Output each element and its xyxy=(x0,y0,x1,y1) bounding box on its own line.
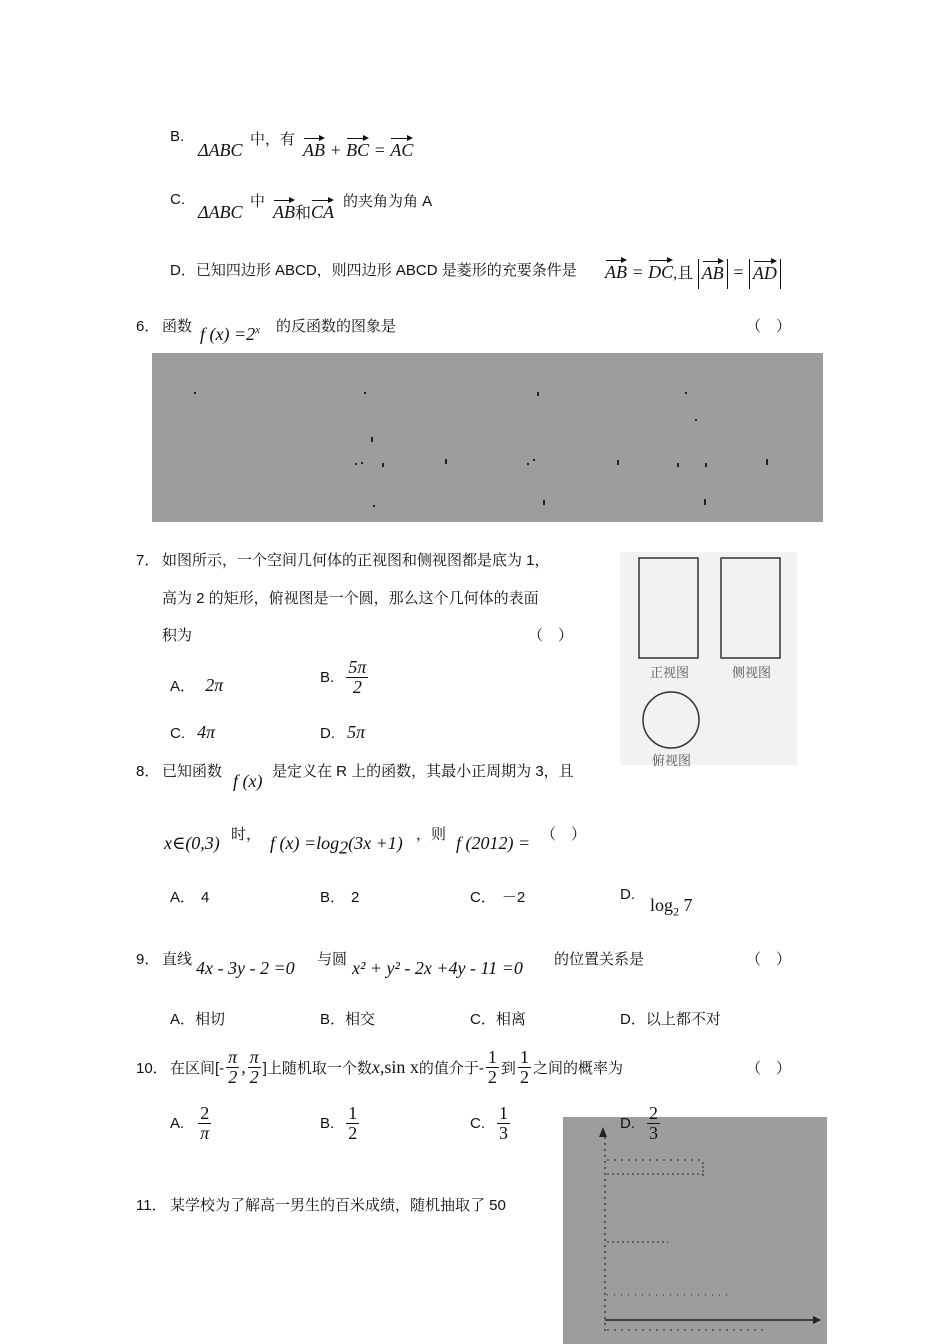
q9-option-c: C．相离 xyxy=(470,1011,526,1028)
q6-answer-paren: （ ） xyxy=(746,318,792,335)
q10-answer-paren: （ ） xyxy=(746,1060,792,1077)
q7-number: 7． xyxy=(136,552,160,569)
q5-b-vector-equation: AB + BC = AC xyxy=(303,136,413,161)
q10-option-a: A. $\frac{2}{\pi}$ xyxy=(170,1103,210,1143)
q9-circle-equation: x² + y² - 2x +4y - 11 =0 xyxy=(352,958,523,978)
q5-d-text: 已知四边形 ABCD，则四边形 ABCD 是菱形的充要条件是 xyxy=(195,262,577,279)
q5-b-text: 中，有 xyxy=(250,131,296,148)
vector-bc: BC xyxy=(346,136,369,161)
q6-function: f $(x) =2^x$ xyxy=(200,324,261,344)
q6-text2: 的反函数的图象是 xyxy=(276,318,397,335)
q9-text3: 的位置关系是 xyxy=(554,951,645,968)
q10-number: 10． xyxy=(136,1060,168,1077)
q9-text1: 直线 xyxy=(162,951,193,968)
q5-c-triangle: ΔABC xyxy=(198,202,243,222)
q5-c-text1: 中 xyxy=(250,193,266,210)
q9-option-a: A．相切 xyxy=(170,1011,226,1028)
side-view-label: 侧视图 xyxy=(732,665,772,680)
vector-dc: DC xyxy=(648,258,673,283)
q8-option-c: C． －2 xyxy=(470,889,526,906)
vector-ab: AB xyxy=(273,198,295,223)
q7-option-d: D. 5π xyxy=(320,722,366,742)
q7-answer-paren: （ ） xyxy=(528,627,574,644)
q8-text1: 已知函数 xyxy=(162,763,223,780)
q9-text2: 与圆 xyxy=(317,951,348,968)
q8-number: 8． xyxy=(136,763,160,780)
q8-option-d: D. xyxy=(620,886,635,903)
q8-text3: 时， xyxy=(231,826,262,843)
q8-fx: f (x) xyxy=(233,771,263,791)
q7-three-view-figure xyxy=(620,552,797,768)
q7-line2: 高为 2 的矩形，俯视图是一个圆，那么这个几何体的表面 xyxy=(162,590,539,607)
front-view-label: 正视图 xyxy=(650,665,690,680)
q7-option-b: B. $\frac{5\pi}{2}$ xyxy=(320,657,367,697)
vector-ac: AC xyxy=(390,136,413,161)
q7-line3: 积为 xyxy=(162,627,193,644)
q5-c-text2: 的夹角为角 A xyxy=(343,193,433,210)
q8-condition: x∈(0,3) xyxy=(164,833,220,853)
top-view-label: 俯视图 xyxy=(652,753,692,768)
option-label: B. xyxy=(170,128,185,145)
q7-line1: 如图所示，一个空间几何体的正视图和侧视图都是底为 1， xyxy=(162,552,550,569)
q6-text1: 函数 xyxy=(162,318,193,335)
q11-text: 某学校为了解高一男生的百米成绩，随机抽取了 50 xyxy=(170,1197,506,1214)
vector-ab: AB xyxy=(303,136,325,161)
q7-option-c: C. 4π xyxy=(170,722,216,742)
q5-d-condition: AB = DC,且 AB = AD xyxy=(605,258,781,289)
q11-number: 11． xyxy=(136,1197,167,1214)
q8-option-a: A． 4 xyxy=(170,889,210,906)
q5-c-vectors: AB和CA xyxy=(273,198,334,223)
three-view-drawing xyxy=(620,552,797,765)
q9-answer-paren: （ ） xyxy=(746,951,792,968)
q10-option-b: B. $\frac{1}{2}$ xyxy=(320,1103,358,1143)
q8-ask: f (2012) = xyxy=(456,833,531,853)
q10-stem: 在区间[- $\frac{\pi}{2}$ , $\frac{\pi}{2}$ ]上随机取一个数 x, sin x 的值介于- $\frac{1}{2}$ 到 $\frac{1}{2}$ 之间的概率为 xyxy=(170,1046,623,1087)
abs-vector-ab: AB xyxy=(698,259,728,289)
vector-ab: AB xyxy=(605,258,627,283)
q5-option-c: C. xyxy=(170,191,185,208)
q8-text2: 是定义在 R 上的函数，其最小正周期为 3，且 xyxy=(272,763,574,780)
q8-option-d-value: $\log_2 7$ xyxy=(650,895,693,919)
vector-ca: CA xyxy=(311,198,334,223)
q5-option-b xyxy=(170,128,184,145)
q8-option-b: B． 2 xyxy=(320,889,360,906)
q10-option-d: D. $\frac{2}{3}$ xyxy=(620,1103,658,1143)
histogram-drawing xyxy=(563,1117,827,1344)
q5-b-triangle: ΔABC xyxy=(198,140,243,160)
q6-graph-options-image xyxy=(152,353,823,522)
q9-option-b: B．相交 xyxy=(320,1011,376,1028)
q11-histogram-image xyxy=(563,1117,827,1344)
q8-answer-paren: （ ） xyxy=(541,826,587,843)
q10-option-c: C. $\frac{1}{3}$ xyxy=(470,1103,508,1143)
q9-option-d: D．以上都不对 xyxy=(620,1011,721,1028)
q5-option-d: D．已知四边形 ABCD，则四边形 ABCD 是菱形的充要条件是 xyxy=(170,262,577,279)
q9-line-equation: 4x - 3y - 2 =0 xyxy=(196,958,295,978)
q8-text4: ，则 xyxy=(416,826,447,843)
q7-option-a: A． 2π xyxy=(170,675,224,695)
q8-expression: f $(x) =\log_2(3x +1)$ xyxy=(270,833,403,858)
abs-vector-ad: AD xyxy=(749,259,781,289)
q6-number: 6． xyxy=(136,318,160,335)
q9-number: 9． xyxy=(136,951,160,968)
